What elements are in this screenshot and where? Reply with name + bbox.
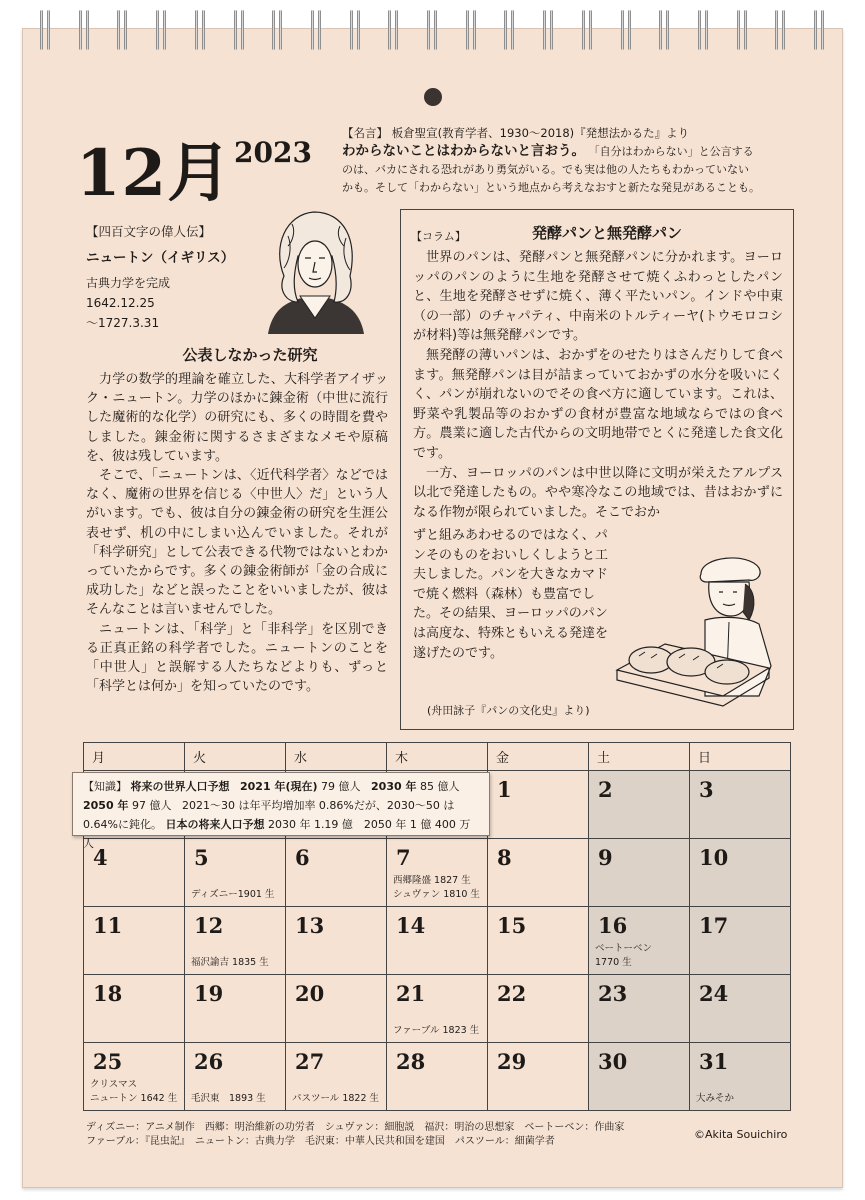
binding-ring bbox=[195, 8, 207, 52]
binding-ring bbox=[466, 8, 478, 52]
spiral-binding bbox=[40, 8, 830, 52]
day-note: 西郷隆盛 1827 生 シュヴァン 1810 生 bbox=[393, 875, 480, 900]
day-number: 26 bbox=[194, 1049, 224, 1074]
day-cell[interactable] bbox=[84, 975, 185, 1043]
month-title: 12月 bbox=[76, 136, 233, 211]
day-number: 5 bbox=[194, 845, 209, 870]
day-number: 27 bbox=[295, 1049, 325, 1074]
day-number: 16 bbox=[598, 913, 628, 938]
day-number: 23 bbox=[598, 981, 628, 1006]
day-number: 24 bbox=[699, 981, 729, 1006]
day-number: 15 bbox=[497, 913, 527, 938]
fact-tag: 【知識】 bbox=[83, 780, 127, 793]
day-number: 17 bbox=[699, 913, 729, 938]
bio-paragraph: 力学の数学的理論を確立した、大科学者アイザック・ニュートン。力学のほかに錬金術（中世に流行した魔術的な化学）の研究にも、多くの時間を費やしました。錬金術に関するさまざまなメモや原稿を、彼は残しています。 bbox=[86, 372, 388, 464]
day-note: ディズニー1901 生 bbox=[191, 889, 275, 900]
day-number: 25 bbox=[93, 1049, 123, 1074]
binding-ring bbox=[543, 8, 555, 52]
day-note: 毛沢東 1893 生 bbox=[191, 1093, 266, 1104]
calendar-week-row bbox=[84, 975, 791, 1043]
day-cell[interactable] bbox=[488, 839, 589, 907]
weekday-tue: 火 bbox=[185, 743, 286, 771]
bio-died: ～1727.3.31 bbox=[86, 316, 160, 330]
column-paragraph-narrow: ずと組みあわせるのではなく、パンそのものをおいしくしようと工夫しました。パンを大きなカマドで焼く燃料（森林）も豊富でした。その結果、ヨーロッパのパンは高度な、特殊ともいえる発達を遂げたのです。 bbox=[413, 528, 609, 661]
day-number: 9 bbox=[598, 845, 613, 870]
fact-japan-title: 日本の将来人口予想 bbox=[165, 818, 265, 831]
fact-rate-2: 0.64%に鈍化。 bbox=[83, 818, 162, 831]
fact-year-2021: 2021 年 bbox=[240, 780, 286, 793]
column-paragraph: 一方、ヨーロッパのパンは中世以降に文明が栄えたアルプス以北で発達したもの。やや寒冷なこの地域では、昔はおかずになる作物が限られていました。そこでおか bbox=[413, 465, 783, 520]
day-number: 2 bbox=[598, 777, 613, 802]
weekday-fri: 金 bbox=[488, 743, 589, 771]
newton-portrait-image bbox=[262, 206, 368, 334]
day-number: 19 bbox=[194, 981, 224, 1006]
day-number: 12 bbox=[194, 913, 224, 938]
quote-line-1: 「自分はわからない」と公言する bbox=[588, 145, 754, 158]
bio-paragraph: そこで、「ニュートンは、〈近代科学者〉などではなく、魔術の世界を信じる〈中世人〉だ」という人がいます。でも、彼は自分の錬金術の研究を生涯公表せず、机の中にしまい込んでいました。それが「科学研究」として公表できる代物ではないとわかっていたからです。多くの錬金術師が「金の合成に成功した」などと誤ったことをいいましたが、彼はそんなことは言いませんでした。 bbox=[86, 468, 388, 618]
day-cell[interactable] bbox=[286, 975, 387, 1043]
day-cell[interactable] bbox=[387, 907, 488, 975]
day-cell[interactable] bbox=[488, 1043, 589, 1111]
population-fact-note bbox=[72, 772, 490, 850]
binding-ring bbox=[234, 8, 246, 52]
day-cell[interactable] bbox=[589, 839, 690, 907]
weekday-sun: 日 bbox=[690, 743, 791, 771]
day-cell[interactable] bbox=[185, 1043, 286, 1111]
column-tag: 【コラム】 bbox=[411, 230, 466, 243]
fact-value-2030: 85 億人 bbox=[419, 780, 460, 793]
footnote-legend bbox=[86, 1121, 706, 1149]
column-box bbox=[400, 209, 794, 730]
binding-ring bbox=[504, 8, 516, 52]
binding-ring bbox=[659, 8, 671, 52]
weekday-wed: 水 bbox=[286, 743, 387, 771]
quote-block bbox=[342, 124, 787, 197]
weekday-header bbox=[84, 743, 791, 771]
day-number: 20 bbox=[295, 981, 325, 1006]
quote-line-3: かも。そして「わからない」という地点から考えなおすと新たな発見があることも。 bbox=[342, 181, 760, 194]
day-number: 10 bbox=[699, 845, 729, 870]
day-number: 14 bbox=[396, 913, 426, 938]
day-number: 3 bbox=[699, 777, 714, 802]
fact-year-2050: 2050 年 bbox=[83, 799, 129, 812]
day-note: ベートーベン 1770 生 bbox=[595, 943, 653, 968]
bio-paragraph: ニュートンは、「科学」と「非科学」を区別できる正真正銘の科学者でした。ニュートンのことを「中世人」と誤解する人たちなどよりも、ずっと「科学とは何か」を知っていたのです。 bbox=[86, 621, 388, 695]
copyright: ©Akita Souichiro bbox=[694, 1128, 788, 1141]
binding-ring bbox=[117, 8, 129, 52]
day-number: 31 bbox=[699, 1049, 729, 1074]
day-number: 30 bbox=[598, 1049, 628, 1074]
day-note: パスツール 1822 生 bbox=[292, 1093, 380, 1104]
fact-japan-values: 2030 年 1.19 億 2050 年 1 億 400 万人 bbox=[83, 818, 471, 850]
day-cell[interactable] bbox=[589, 771, 690, 839]
day-number: 6 bbox=[295, 845, 310, 870]
binding-ring bbox=[814, 8, 826, 52]
bio-name: ニュートン（イギリス） bbox=[86, 250, 235, 266]
day-cell[interactable] bbox=[488, 771, 589, 839]
day-cell[interactable] bbox=[387, 975, 488, 1043]
day-number: 13 bbox=[295, 913, 325, 938]
day-number: 18 bbox=[93, 981, 123, 1006]
day-note: クリスマス ニュートン 1642 生 bbox=[90, 1079, 178, 1104]
fact-value-2050: 97 億人 bbox=[131, 799, 172, 812]
binding-ring bbox=[582, 8, 594, 52]
day-cell[interactable] bbox=[690, 975, 791, 1043]
binding-ring bbox=[350, 8, 362, 52]
fact-now: (現在) bbox=[285, 780, 318, 793]
fact-value-2021: 79 億人 bbox=[321, 780, 361, 793]
day-number: 7 bbox=[396, 845, 411, 870]
quote-main: わからないことはわからないと言おう。 bbox=[342, 143, 585, 159]
day-number: 11 bbox=[93, 913, 123, 938]
day-number: 1 bbox=[497, 777, 512, 802]
bio-deed: 古典力学を完成 bbox=[86, 276, 171, 290]
quote-line-2: のは、バカにされる恐れがあり勇気がいる。でも実は他の人たちもわかっていない bbox=[342, 163, 749, 176]
day-cell[interactable] bbox=[185, 975, 286, 1043]
baker-illustration-image bbox=[609, 546, 789, 714]
column-text bbox=[413, 248, 783, 522]
binding-ring bbox=[79, 8, 91, 52]
year-label: 2023 bbox=[234, 136, 312, 169]
column-citation: (舟田詠子『パンの文化史』より) bbox=[427, 704, 590, 717]
day-note: 福沢諭吉 1835 生 bbox=[191, 957, 269, 968]
day-cell[interactable] bbox=[690, 771, 791, 839]
day-cell[interactable] bbox=[690, 907, 791, 975]
day-cell[interactable] bbox=[690, 1043, 791, 1111]
legend-line-2: ファーブル：『昆虫記』 ニュートン：古典力学 毛沢東：中華人民共和国を建国 パスツール：細菌学者 bbox=[86, 1136, 555, 1147]
day-cell[interactable] bbox=[589, 1043, 690, 1111]
column-paragraph: 世界のパンは、発酵パンと無発酵パンに分かれます。ヨーロッパのパンのように生地を発酵させて焼くふわっとしたパンと、生地を発酵させずに焼く、薄く平たいパン。インドや中東（の一部）のチャパティ、中南米のトルティーヤ(トウモロコシが材料)等は無発酵パンです。 bbox=[413, 250, 783, 344]
day-number: 29 bbox=[497, 1049, 527, 1074]
column-paragraph: 無発酵の薄いパンは、おかずをのせたりはさんだりして食べます。無発酵パンは目が詰まっていておかずの水分を吸いにくく、パンが崩れないのでその食べ方に適しています。これは、野菜や乳製品等のおかずの食材が豊富な地域ならではの食べ方。農業に適した古代からの文明地帯でとくに発達した食文化です。 bbox=[413, 347, 783, 461]
binding-ring bbox=[272, 8, 284, 52]
day-number: 28 bbox=[396, 1049, 426, 1074]
day-cell[interactable] bbox=[589, 907, 690, 975]
binding-ring bbox=[775, 8, 787, 52]
calendar-week-row bbox=[84, 1043, 791, 1111]
day-number: 4 bbox=[93, 845, 108, 870]
day-cell[interactable] bbox=[84, 907, 185, 975]
day-number: 22 bbox=[497, 981, 527, 1006]
bio-article bbox=[86, 370, 388, 696]
bio-born: 1642.12.25 bbox=[86, 296, 155, 310]
calendar-week-row bbox=[84, 907, 791, 975]
day-note: 大みそか bbox=[696, 1093, 735, 1104]
binding-ring bbox=[737, 8, 749, 52]
binding-ring bbox=[388, 8, 400, 52]
binding-ring bbox=[621, 8, 633, 52]
legend-line-1: ディズニー：アニメ制作 西郷：明治維新の功労者 シュヴァン：細胞説 福沢：明治の思想家 ベートーベン：作曲家 bbox=[86, 1122, 625, 1133]
day-cell[interactable] bbox=[387, 1043, 488, 1111]
weekday-thu: 木 bbox=[387, 743, 488, 771]
weekday-mon: 月 bbox=[84, 743, 185, 771]
fact-title: 将来の世界人口予想 bbox=[130, 780, 230, 793]
binding-ring bbox=[427, 8, 439, 52]
day-cell[interactable] bbox=[589, 975, 690, 1043]
binding-ring bbox=[40, 8, 52, 52]
hanging-hole bbox=[424, 88, 442, 106]
day-cell[interactable] bbox=[286, 907, 387, 975]
fact-year-2030: 2030 年 bbox=[371, 780, 417, 793]
day-number: 21 bbox=[396, 981, 426, 1006]
binding-ring bbox=[156, 8, 168, 52]
fact-rate: 2021～30 は年平均増加率 0.86%だが、2030～50 は bbox=[181, 799, 455, 812]
day-note: ファーブル 1823 生 bbox=[393, 1025, 480, 1036]
day-cell[interactable] bbox=[488, 907, 589, 975]
bio-tag: 【四百文字の偉人伝】 bbox=[86, 224, 212, 239]
bio-article-title: 公表しなかった研究 bbox=[182, 346, 318, 364]
day-cell[interactable] bbox=[690, 839, 791, 907]
day-cell[interactable] bbox=[488, 975, 589, 1043]
day-cell[interactable] bbox=[286, 1043, 387, 1111]
weekday-sat: 土 bbox=[589, 743, 690, 771]
day-number: 8 bbox=[497, 845, 512, 870]
column-title: 発酵パンと無発酵パン bbox=[531, 224, 682, 242]
day-cell[interactable] bbox=[185, 907, 286, 975]
binding-ring bbox=[311, 8, 323, 52]
day-cell[interactable] bbox=[84, 1043, 185, 1111]
binding-ring bbox=[698, 8, 710, 52]
quote-source: 【名言】 板倉聖宣(教育学者、1930～2018)『発想法かるた』より bbox=[342, 126, 690, 140]
